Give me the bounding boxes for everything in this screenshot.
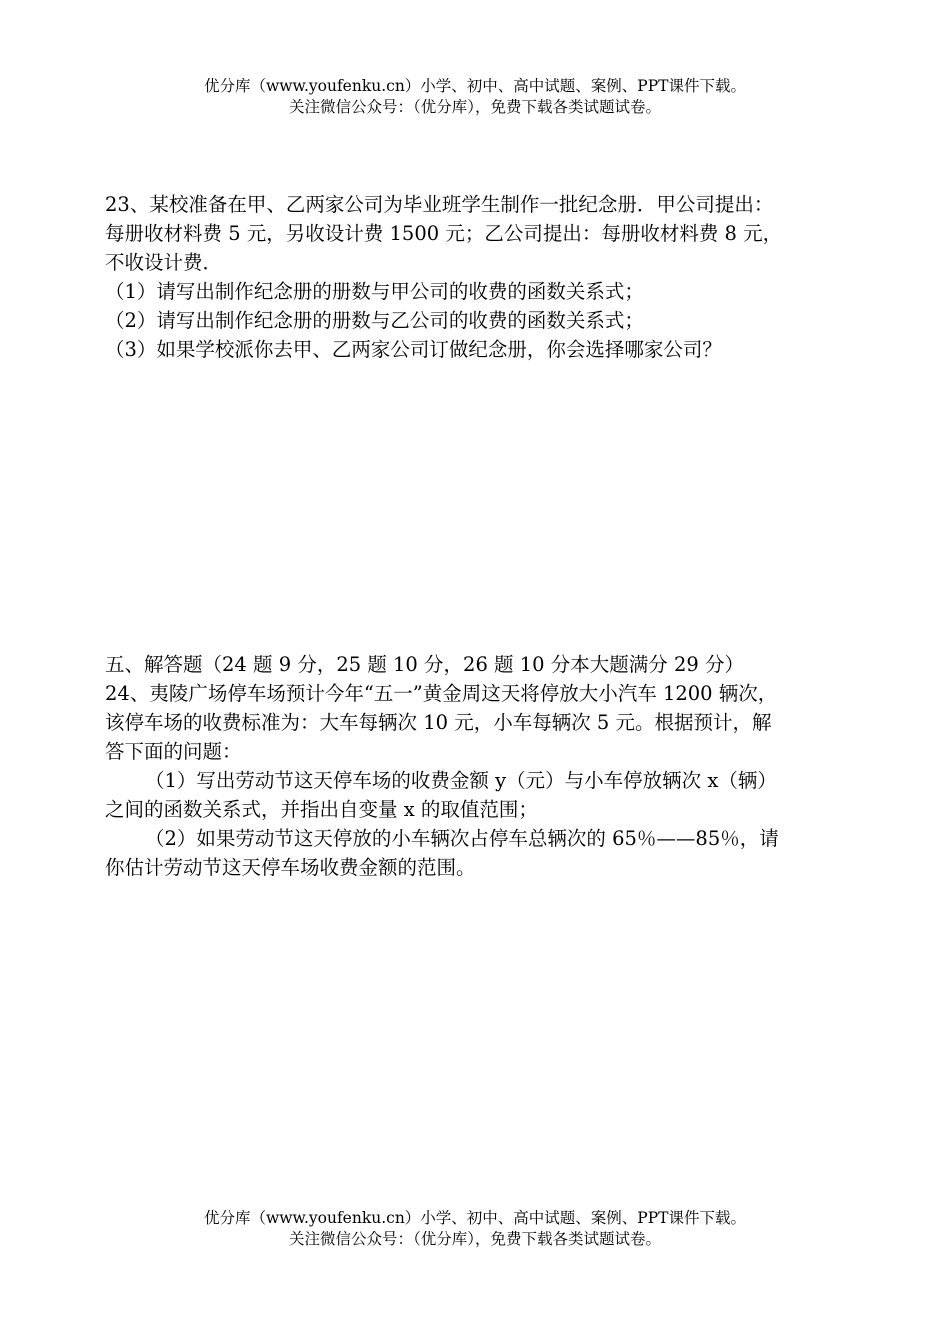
q24-part-2-line-2: 你估计劳动节这天停车场收费金额的范围。 bbox=[105, 856, 476, 879]
section-5-title: 五、解答题（24 题 9 分，25 题 10 分，26 题 10 分本大题满分 29 分） bbox=[105, 653, 744, 676]
header-line-1: 优分库（www.youfenku.cn）小学、初中、高中试题、案例、PPT课件下载。 bbox=[203, 77, 747, 95]
footer-line-2: 关注微信公众号：（优分库），免费下载各类试题试卷。 bbox=[288, 1230, 661, 1248]
q23-part-3: （3）如果学校派你去甲、乙两家公司订做纪念册，你会选择哪家公司？ bbox=[105, 338, 722, 361]
q23-part-2: （2）请写出制作纪念册的册数与乙公司的收费的函数关系式； bbox=[105, 309, 644, 332]
page-footer bbox=[0, 1208, 950, 1250]
q24-part-1-line-1: （1）写出劳动节这天停车场的收费金额 y（元）与小车停放辆次 x（辆） bbox=[145, 769, 777, 792]
q23-line-2: 每册收材料费 5 元，另收设计费 1500 元；乙公司提出：每册收材料费 8 元， bbox=[105, 222, 783, 245]
header-line-2: 关注微信公众号：（优分库），免费下载各类试题试卷。 bbox=[288, 98, 661, 116]
question-24 bbox=[105, 679, 865, 882]
q23-line-1: 23、某校准备在甲、乙两家公司为毕业班学生制作一批纪念册．甲公司提出： bbox=[105, 193, 774, 216]
q24-line-1: 24、夷陵广场停车场预计今年“五一”黄金周这天将停放大小汽车 1200 辆次， bbox=[105, 682, 778, 705]
page-header bbox=[0, 76, 950, 118]
footer-line-1: 优分库（www.youfenku.cn）小学、初中、高中试题、案例、PPT课件下载。 bbox=[203, 1209, 747, 1227]
q24-part-1-line-2: 之间的函数关系式，并指出自变量 x 的取值范围； bbox=[105, 798, 538, 821]
q24-line-3: 答下面的问题： bbox=[105, 740, 242, 763]
q23-line-3: 不收设计费． bbox=[105, 251, 223, 274]
q24-line-2: 该停车场的收费标准为：大车每辆次 10 元，小车每辆次 5 元。根据预计，解 bbox=[105, 711, 772, 734]
question-23 bbox=[105, 190, 865, 364]
q24-part-2-line-1: （2）如果劳动节这天停放的小车辆次占停车总辆次的 65％——85％，请 bbox=[145, 827, 779, 850]
section-5 bbox=[105, 650, 865, 882]
q23-part-1: （1）请写出制作纪念册的册数与甲公司的收费的函数关系式； bbox=[105, 280, 644, 303]
